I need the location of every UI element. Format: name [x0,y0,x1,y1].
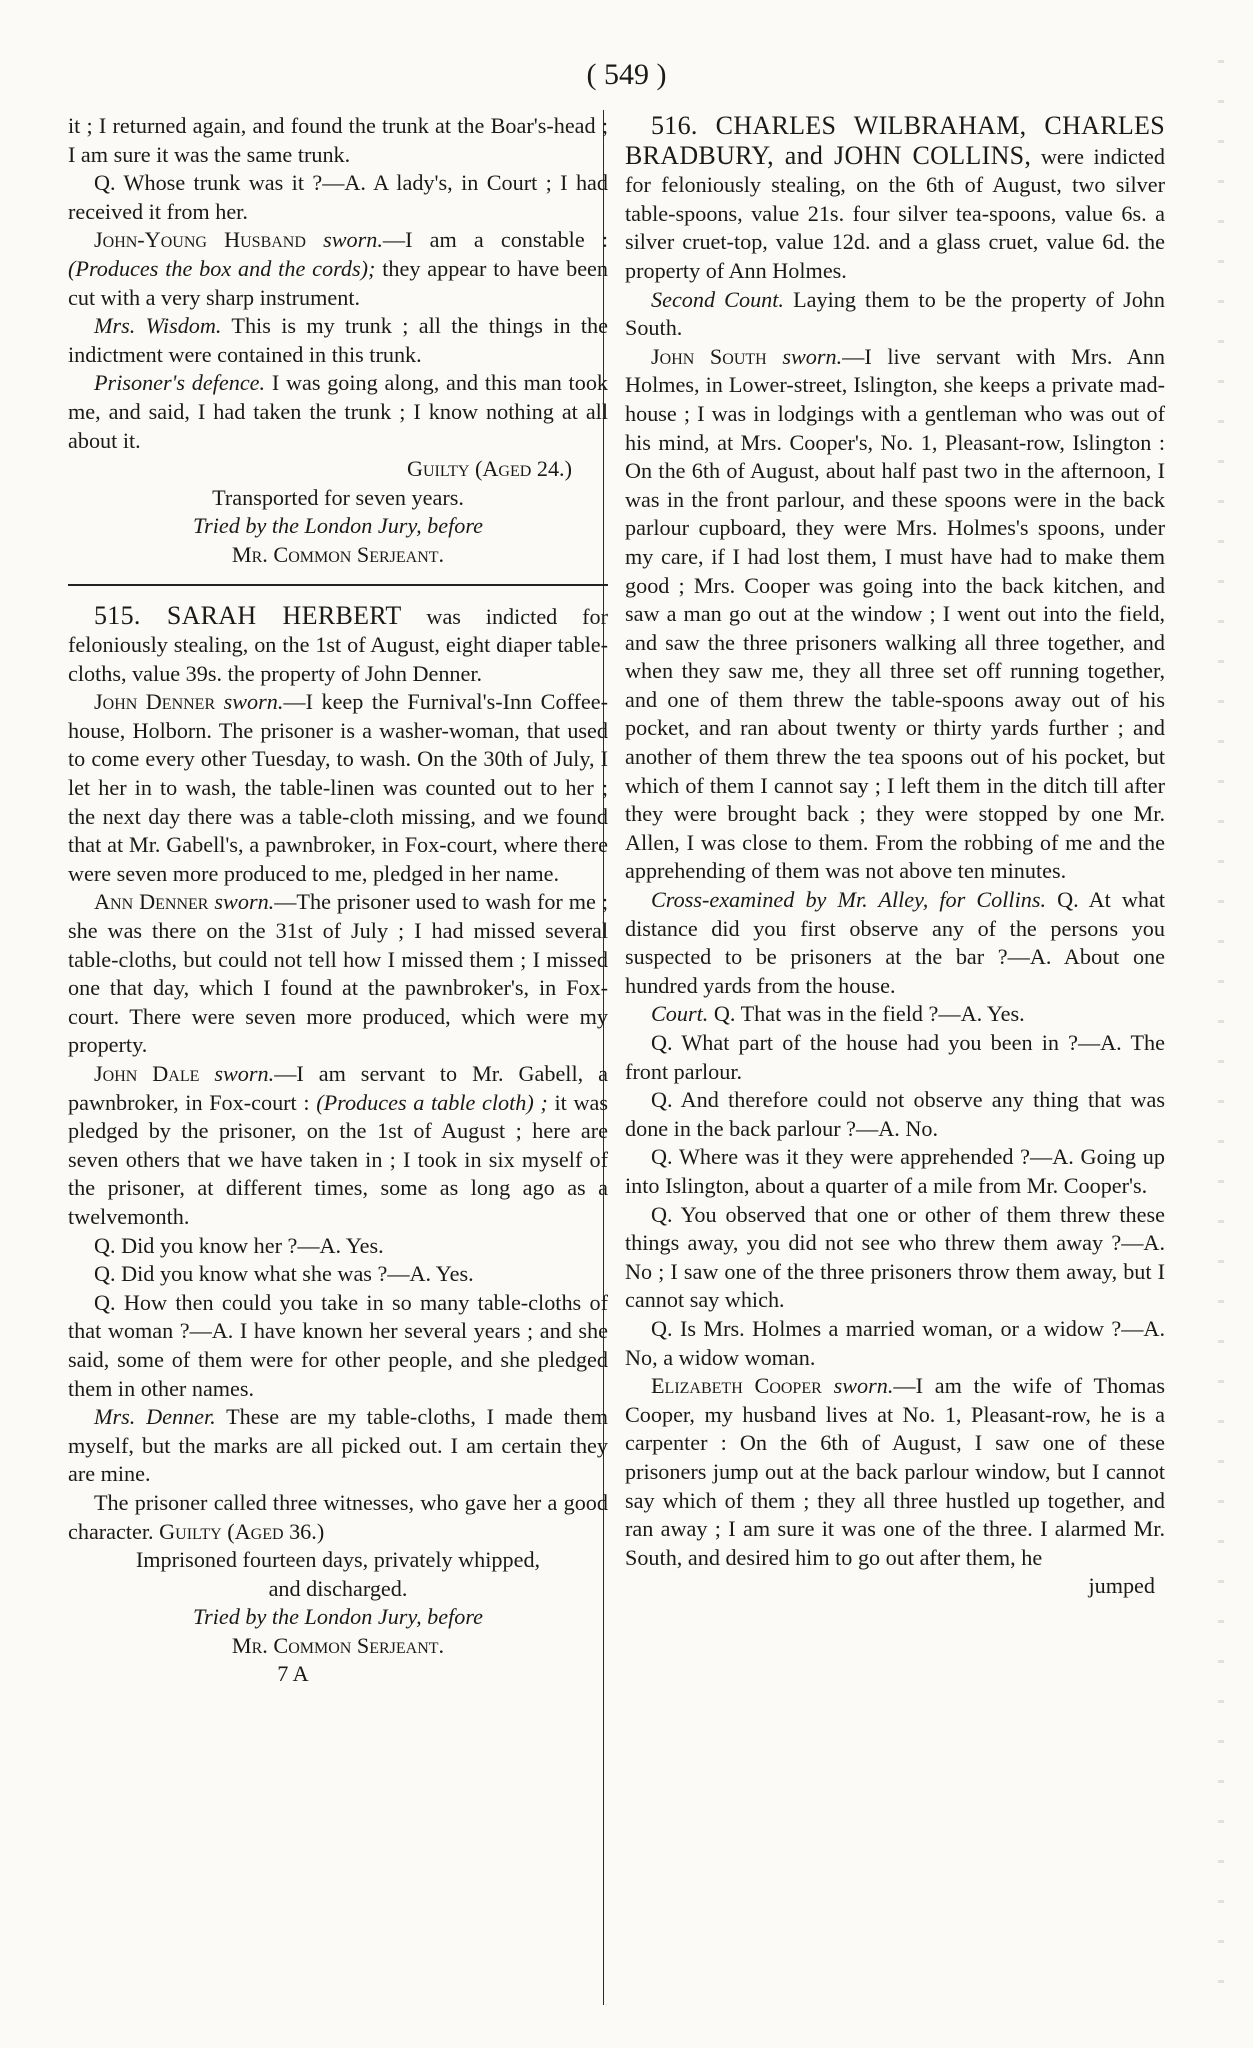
question-answer: Q. Did you know what she was ?—A. Yes. [94,1261,474,1287]
testimony-paragraph [68,688,608,888]
cross-examination-paragraph [625,886,1165,1000]
defence-label: Prisoner's defence. [94,370,266,396]
testimony-text: This is my trunk ; all the things in the indictment were contained in this trunk. [68,313,608,367]
sworn-label: sworn. [782,343,843,369]
question-answer: Q. What part of the house had you been in ?—A. The front parlour. [625,1030,1165,1084]
question-answer: Q. How then could you take in so many table-cloths of that woman ?—A. I have known her several years ; and she said, some of them were for other people, and she pledged them in other names. [68,1289,608,1401]
testimony-paragraph [68,312,608,369]
witness-name: Ann Denner [94,889,209,915]
testimony-paragraph [68,1060,608,1232]
question-answer: Q. Did you know her ?—A. Yes. [94,1232,384,1258]
testimony-text: —I am servant to Mr. Gabell, a pawnbroker, in Fox-court : [68,1061,608,1115]
witness-name: Mrs. Denner. [94,1404,216,1430]
defence-paragraph [68,369,608,455]
testimony-text: it was pledged by the prisoner, on the 1st of August ; here are seven others that we have taken in ; I took in six myself of the prisoner, at different times, some as long ago as a twelvemonth. [68,1089,608,1229]
verdict: Guilty (Aged 24.) [406,456,572,482]
paragraph: it ; I returned again, and found the trunk at the Boar's-head ; I am sure it was the same trunk. [68,113,608,167]
tried-by: Tried by the London Jury, before [192,513,484,539]
question-answer: Q. And therefore could not observe any thing that was done in the back parlour ?—A. No. [625,1087,1165,1141]
sworn-label: sworn. [214,889,275,915]
judge: Mr. Common Serjeant. [231,1632,445,1658]
tried-by: Tried by the London Jury, before [192,1604,484,1630]
testimony-paragraph [68,888,608,1060]
sworn-label: sworn. [214,1061,275,1086]
witness-name: John-Young Husband [94,227,306,253]
signature-mark: 7 A [277,1661,309,1687]
testimony-paragraph [68,1403,608,1489]
testimony-text: —I live servant with Mrs. Ann Holmes, in Lower-street, Islington, she keeps a private mad-house ; I was in lodgings with a gentleman who was out of his mind, at Mrs. Cooper's, No. 1, Pleasant-row, Islington : On the 6th of August, about half past two in the afternoon, I was in the front parlour, and these spoons were in the back parlour cupboard, they were Mrs. Holmes's spoons, under my care, if I had lost them, I must have had to make them good ; Mrs. Cooper was going into the back kitchen, and saw a man go out at the window ; I went out into the field, and saw the three prisoners walking all three together, and when they saw me, they all three set off running together, and one of them threw the table-spoons away out of his pocket, and ran about twenty or thirty yards further ; and another of them threw the tea spoons out of his pocket, but which of them I cannot say ; I left them in the ditch till after they were brought back ; they were stopped by one Mr. Allen, I was close to them. From the robbing of me and the apprehending of them was not above ten minutes. [625,343,1165,884]
paragraph: Q. Whose trunk was it ?—A. A lady's, in Court ; I had received it from her. [68,170,608,224]
count-paragraph [625,286,1165,343]
count-label: Second Count. [651,286,784,312]
indictment-text: were indicted for feloniously stealing, on the 6th of August, two silver table-spoons, value 21s. four silver tea-spoons, value 6s. a silver cruet-top, value 12d. and a glass cruet, value 6d. the property of Ann Holmes. [625,143,1165,283]
testimony-text: —I am a constable : [382,227,609,253]
testimony-text: These are my table-cloths, I made them myself, but the marks are all picked out. I am certain they are mine. [68,1404,608,1487]
testimony-text: I was going along, and this man took me, and said, I had taken the trunk ; I know nothing at all about it. [68,370,609,453]
judge: Mr. Common Serjeant. [231,541,445,567]
testimony-text: they appear to have been cut with a very sharp instrument. [68,255,608,310]
witness-name: Mrs. Wisdom. [94,313,222,339]
witness-name: John Denner [94,689,216,715]
court-label: Court. [651,1001,709,1027]
witness-name: John South [651,343,767,369]
question-answer: Q. You observed that one or other of them threw these things away, you did not see who threw them away ?—A. No ; I saw one of the three prisoners throw them away, but I cannot say which. [625,1201,1165,1313]
witness-name: Elizabeth Cooper [651,1373,822,1399]
count-text: Laying them to be the property of John South. [625,286,1165,341]
testimony-paragraph [625,1372,1165,1572]
question-answer: Q. Is Mrs. Holmes a married woman, or a widow ?—A. No, a widow woman. [625,1315,1165,1370]
paragraph [68,1489,608,1546]
sentence: Imprisoned fourteen days, privately whipped, [135,1547,541,1573]
stage-direction: (Produces the box and the cords); [68,255,376,281]
case-separator-rule [68,584,608,586]
testimony-text: —I keep the Furnival's-Inn Coffee-house, Holborn. The prisoner is a washer-woman, that used to come every other Tuesday, to wash. On the 30th of July, I let her in to wash, the table-linen was counted out to her ; the next day there was a table-cloth missing, and we found that at Mr. Gabell's, a pawnbroker, in Fox-court, where there were seven more produced to me, pledged in her name. [68,689,609,886]
testimony-paragraph [68,226,608,312]
stage-direction: (Produces a table cloth) ; [309,1089,548,1115]
case-heading-paragraph [625,112,1165,286]
catchword: jumped [1088,1573,1155,1599]
sentence: Transported for seven years. [212,484,464,510]
case-heading: 516. CHARLES WILBRAHAM, CHARLES BRADBURY, and JOHN COLLINS, [625,111,1165,170]
witnesses-text: The prisoner called three witnesses, who gave her a good character. [68,1489,608,1544]
court-paragraph [625,1000,1165,1029]
testimony-text: Q. That was in the field ?—A. Yes. [708,1001,1025,1027]
sworn-label: sworn. [223,689,284,715]
cross-examination-label: Cross-examined by Mr. Alley, for Collins. [651,887,1047,913]
testimony-text: Q. At what distance did you first observe any of the persons you suspected to be prisoners at the bar ?—A. About one hundred yards from the house. [625,887,1165,998]
right-column [625,112,1165,1601]
left-column [68,112,608,1689]
page-number: ( 549 ) [586,58,667,91]
testimony-text: —The prisoner used to wash for me ; she was there on the 31st of July ; I had missed several table-cloths, but could not tell how I missed them ; I missed one that day, which I found at the pawnbroker's, in Fox-court. There were seven more produced, which were my property. [68,889,609,1058]
indictment-text: was indicted for feloniously stealing, on the 1st of August, eight diaper table-cloths, value 39s. the property of John Denner. [68,603,608,686]
witness-name: John Dale [94,1061,200,1086]
question-answer: Q. Where was it they were apprehended ?—A. Going up into Islington, about a quarter of a mile from Mr. Cooper's. [625,1144,1165,1198]
testimony-text: —I am the wife of Thomas Cooper, my husband lives at No. 1, Pleasant-row, he is a carpenter : On the 6th of August, I saw one of these prisoners jump out at the back parlour window, but I cannot say which of them ; they all three hustled up together, and ran away ; I am sure it was one of the three. I alarmed Mr. South, and desired him to go out after them, he [625,1373,1165,1570]
sentence: and discharged. [268,1575,408,1601]
margin-scan-artifact [1218,60,1224,2020]
sworn-label: sworn. [323,227,383,253]
case-heading: 515. SARAH HERBERT [94,600,402,630]
case-heading-paragraph [68,602,608,689]
testimony-paragraph [625,343,1165,886]
verdict: Guilty (Aged 36.) [159,1518,325,1544]
sworn-label: sworn. [833,1373,894,1399]
